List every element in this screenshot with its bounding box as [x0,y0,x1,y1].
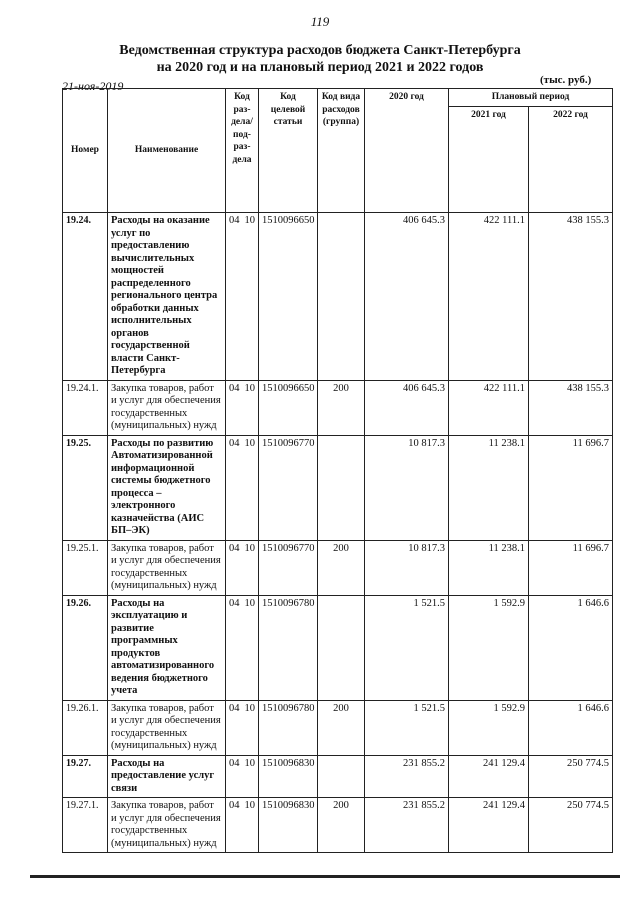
row-target-code: 1510096780 [259,595,318,700]
row-value-2020: 231 855.2 [365,798,449,853]
row-name: Расходы на эксплуатацию и развитие программных продуктов автоматизированного ведения бюджетного учета [108,595,226,700]
subsection-code: 10 [244,437,255,449]
row-expense-code: 200 [318,540,365,595]
subsection-code: 10 [244,800,255,811]
footer-rule [30,875,620,878]
row-target-code: 1510096830 [259,798,318,853]
row-name: Расходы на предоставление услуг связи [108,755,226,798]
row-section-code [226,213,259,381]
subsection-code: 10 [244,542,255,554]
row-name: Закупка товаров, работ и услуг для обеспечения государственных (муниципальных) нужд [108,798,226,853]
row-expense-code: 200 [318,798,365,853]
row-expense-code [318,435,365,540]
row-section-code [226,755,259,798]
row-number: 19.26. [63,595,108,700]
row-name: Расходы по развитию Автоматизированной информационной системы бюджетного процесса – электронного казначейства (АИС БП–ЭК) [108,435,226,540]
row-expense-code: 200 [318,700,365,755]
header-number: Номер [63,89,108,213]
row-value-2021: 422 111.1 [449,213,529,381]
row-value-2020: 1 521.5 [365,700,449,755]
subsection-code: 10 [244,757,255,769]
row-target-code: 1510096780 [259,700,318,755]
row-value-2021: 241 129.4 [449,755,529,798]
row-number: 19.24. [63,213,108,381]
row-value-2021: 1 592.9 [449,700,529,755]
row-value-2020: 10 817.3 [365,540,449,595]
row-expense-code: 200 [318,380,365,435]
row-value-2022: 250 774.5 [529,755,613,798]
subsection-code: 10 [244,215,255,226]
row-value-2022: 11 696.7 [529,540,613,595]
row-target-code: 1510096830 [259,755,318,798]
row-section-code [226,798,259,853]
row-value-2021: 1 592.9 [449,595,529,700]
section-code: 04 [229,702,240,714]
row-expense-code [318,213,365,381]
document-title [0,42,640,76]
table-row [63,798,613,853]
row-section-code [226,435,259,540]
row-number: 19.25.1. [63,540,108,595]
row-section-code [226,540,259,595]
section-code: 04 [229,382,240,394]
section-code: 04 [229,437,240,449]
header-section-code: Код раз-дела/ под-раз-дела [226,89,259,213]
row-section-code [226,380,259,435]
table-row [63,213,613,381]
section-code: 04 [229,757,240,769]
row-number: 19.25. [63,435,108,540]
header-planned-period: Плановый период [449,89,613,107]
row-value-2020: 1 521.5 [365,595,449,700]
row-target-code: 1510096770 [259,435,318,540]
row-name: Закупка товаров, работ и услуг для обеспечения государственных (муниципальных) нужд [108,700,226,755]
row-value-2021: 11 238.1 [449,540,529,595]
row-value-2020: 10 817.3 [365,435,449,540]
header-2021: 2021 год [449,107,529,213]
row-expense-code [318,595,365,700]
header-name: Наименование [108,89,226,213]
row-target-code: 1510096650 [259,213,318,381]
row-value-2020: 231 855.2 [365,755,449,798]
row-value-2021: 241 129.4 [449,798,529,853]
units-label: (тыс. руб.) [540,74,592,86]
row-expense-code [318,755,365,798]
row-number: 19.27. [63,755,108,798]
title-line-1: Ведомственная структура расходов бюджета Санкт-Петербурга [119,43,521,58]
row-value-2021: 422 111.1 [449,380,529,435]
table-row [63,540,613,595]
table-row [63,755,613,798]
document-date: 21-ноя-2019 [62,79,124,93]
subsection-code: 10 [244,382,255,394]
row-name: Расходы на оказание услуг по предоставлению вычислительных мощностей распределенного регионального центра обработки данных исполнительных органов государственной власти Санкт-Петербурга [108,213,226,381]
row-section-code [226,700,259,755]
row-value-2022: 11 696.7 [529,435,613,540]
header-expense-code: Код вида расходов (группа) [318,89,365,213]
table-row [63,595,613,700]
row-value-2022: 438 155.3 [529,213,613,381]
table-row [63,435,613,540]
section-code: 04 [229,542,240,554]
row-number: 19.24.1. [63,380,108,435]
table-row [63,380,613,435]
header-2022: 2022 год [529,107,613,213]
section-code: 04 [229,800,240,811]
section-code: 04 [229,215,240,226]
budget-table [62,88,613,853]
row-target-code: 1510096770 [259,540,318,595]
title-line-2: на 2020 год и на плановый период 2021 и 2022 годов [156,60,484,75]
page-number: 119 [310,14,330,29]
row-name: Закупка товаров, работ и услуг для обеспечения государственных (муниципальных) нужд [108,540,226,595]
row-value-2021: 11 238.1 [449,435,529,540]
row-target-code: 1510096650 [259,380,318,435]
table-row [63,700,613,755]
subsection-code: 10 [244,702,255,714]
row-value-2020: 406 645.3 [365,380,449,435]
section-code: 04 [229,597,240,609]
row-value-2022: 1 646.6 [529,595,613,700]
header-target-code: Код целевой статьи [259,89,318,213]
row-value-2022: 438 155.3 [529,380,613,435]
row-value-2022: 1 646.6 [529,700,613,755]
row-value-2022: 250 774.5 [529,798,613,853]
row-number: 19.26.1. [63,700,108,755]
row-number: 19.27.1. [63,798,108,853]
row-value-2020: 406 645.3 [365,213,449,381]
header-2020: 2020 год [365,89,449,213]
subsection-code: 10 [244,597,255,609]
row-name: Закупка товаров, работ и услуг для обеспечения государственных (муниципальных) нужд [108,380,226,435]
row-section-code [226,595,259,700]
